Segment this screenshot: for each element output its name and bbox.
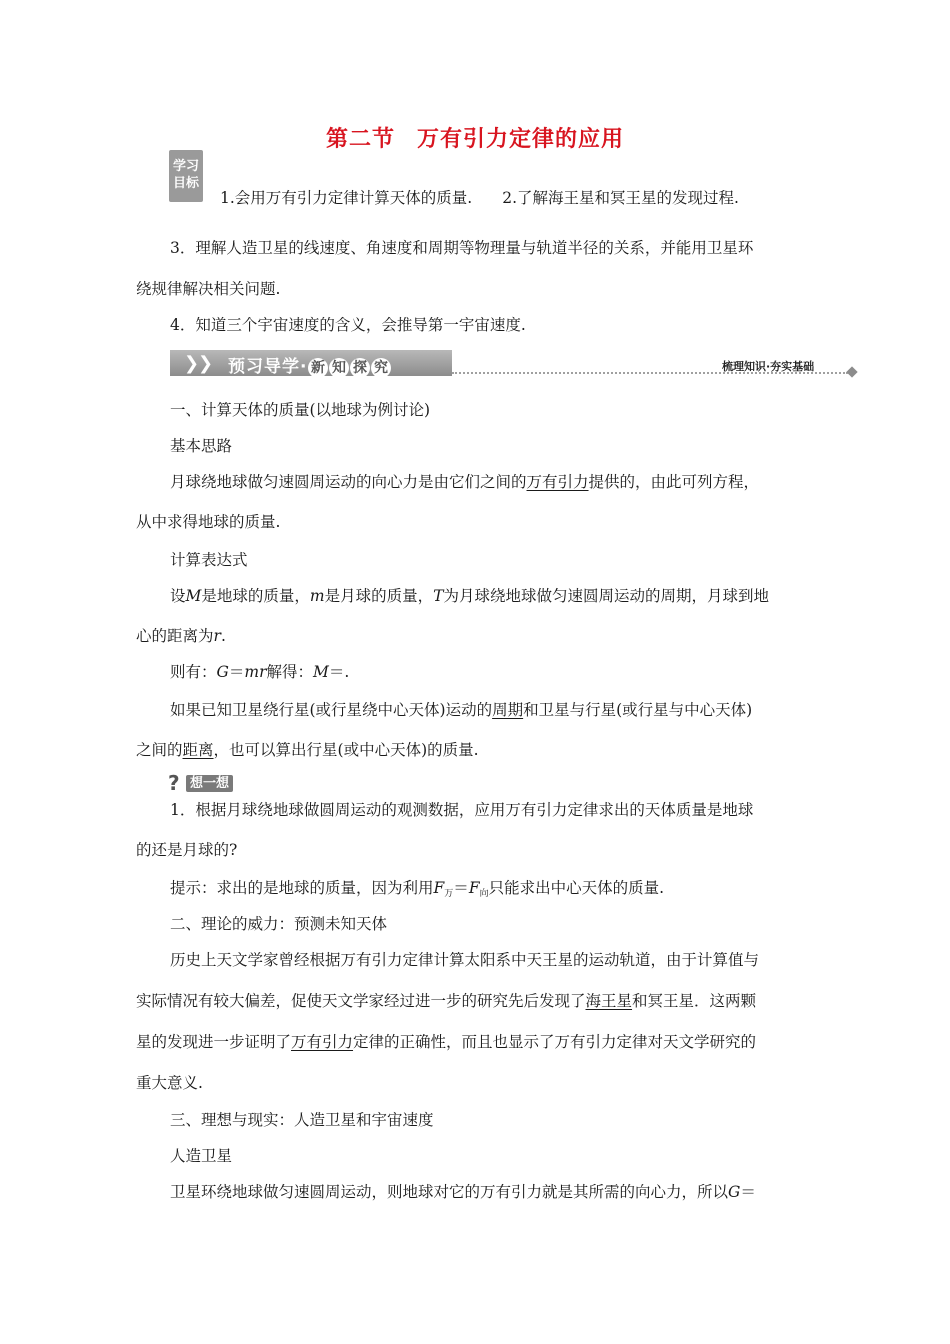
section-3-heading: 三、理想与现实：人造卫星和宇宙速度 [170,1111,434,1129]
text: 实际情况有较大偏差，促使天文学家经过进一步的研究先后发现了 [136,992,586,1010]
text: 提供的，由此可列方程， [588,473,760,491]
text: ＝ [228,663,245,681]
text: 解得： [266,663,314,681]
text: 提示：求出的是地球的质量，因为利用 [170,879,434,897]
goal-3-line-2: 绕规律解决相关问题. [136,280,281,298]
s1-para4-line2 [136,740,479,760]
subscript: 向 [479,889,489,899]
var-mr: mr [244,663,267,681]
text: ＝. [328,663,350,681]
banner-left-bar [170,350,452,376]
circled-char: 知 [329,358,349,378]
banner-title [228,352,391,378]
underlined-answer: 海王星 [585,992,633,1010]
s2-para-line1: 历史上天文学家曾经根据万有引力定律计算太阳系中天王星的运动轨道，由于计算值与 [170,951,760,969]
s1-para2-line2 [136,626,226,646]
subscript: 万 [444,889,454,899]
text: 是月球的质量， [324,587,434,605]
s3-para-line1 [170,1182,756,1202]
banner-circled-chars [307,357,391,377]
text: 则有： [170,663,217,681]
var-m: m [309,587,325,605]
var-r: r [213,627,221,645]
goal-4: 4．知道三个宇宙速度的含义，会推导第一宇宙速度. [170,316,526,334]
var-G: G [728,1183,741,1201]
var-T: T [433,587,444,605]
text: 如果已知卫星绕行星(或行星绕中心天体)运动的 [170,701,493,719]
section-3-sub-satellite: 人造卫星 [170,1147,233,1165]
s1-formula-line [170,662,349,682]
section-2-heading: 二、理论的威力：预测未知天体 [170,915,388,933]
section-1-sub-basic-idea: 基本思路 [170,437,233,455]
learning-goals-badge: 学习目标 [169,150,203,202]
underlined-answer: 周期 [492,701,524,719]
var-F: F [468,879,480,897]
section-1-heading: 一、计算天体的质量(以地球为例讨论) [170,401,431,419]
text: 星的发现进一步证明了 [136,1033,292,1051]
s1-para1-line2: 从中求得地球的质量. [136,513,281,531]
title-name: 万有引力定律的应用 [417,127,625,152]
goal-1 [220,188,739,208]
var-M: M [185,587,202,605]
s1-para4-line1 [170,700,752,720]
think-hint [170,878,664,904]
text: 月球绕地球做匀速圆周运动的向心力是由它们之间的 [170,473,527,491]
circled-char: 究 [371,358,391,378]
s1-para1-line1 [170,472,759,492]
text: ＝ [453,879,469,897]
text: 和冥王星．这两颗 [632,992,757,1010]
text: 之间的 [136,741,183,759]
s2-para-line2 [136,991,756,1011]
s1-para2-line1 [170,586,769,606]
text: 为月球绕地球做匀速圆周运动的周期，月球到地 [443,587,769,605]
think-label: 想一想 [186,775,233,792]
underlined-answer: 距离 [182,741,214,759]
section-1-sub-expression: 计算表达式 [170,551,248,569]
circled-char: 新 [308,358,328,378]
text: 心的距离为 [136,627,214,645]
banner-title-text: 预习导学· [228,357,308,377]
underlined-answer: 万有引力 [526,473,589,491]
title-section: 第二节 [325,127,395,152]
text: ＝ [740,1183,756,1201]
goal-3-line-1: 3．理解人造卫星的线速度、角速度和周期等物理量与轨道半径的关系，并能用卫星环 [170,239,754,257]
var-F: F [433,879,445,897]
page-title [0,122,950,153]
var-G: G [216,663,229,681]
text: 定律的正确性，而且也显示了万有引力定律对天文学研究的 [353,1033,757,1051]
text: ，也可以算出行星(或中心天体)的质量. [213,741,479,759]
goal-1-text: 1.会用万有引力定律计算天体的质量. [220,189,473,207]
text: 设 [170,587,186,605]
text: 和卫星与行星(或行星与中心天体) [523,701,753,719]
chevron-right-icon: ❯ [198,353,214,374]
text: 卫星环绕地球做匀速圆周运动，则地球对它的万有引力就是其所需的向心力，所以 [170,1183,729,1201]
circled-char: 探 [350,358,370,378]
banner-subtitle: 梳理知识·夯实基础 [722,360,815,373]
text: . [220,627,226,645]
text: 只能求出中心天体的质量. [488,879,665,897]
goal-2-text: 2.了解海王星和冥王星的发现过程. [502,189,739,207]
s2-para-line4: 重大意义. [136,1074,203,1092]
s2-para-line3 [136,1032,756,1052]
think-question-line2: 的还是月球的? [136,841,238,859]
underlined-answer: 万有引力 [291,1033,354,1051]
chevron-right-icon: ❯ [184,353,200,374]
section-banner [170,350,860,380]
var-M: M [313,663,329,681]
think-question-line1: 1．根据月球绕地球做圆周运动的观测数据，应用万有引力定律求出的天体质量是地球 [170,801,754,819]
diamond-icon [846,366,857,377]
question-mark-icon: ? [168,771,180,795]
text: 是地球的质量， [201,587,310,605]
